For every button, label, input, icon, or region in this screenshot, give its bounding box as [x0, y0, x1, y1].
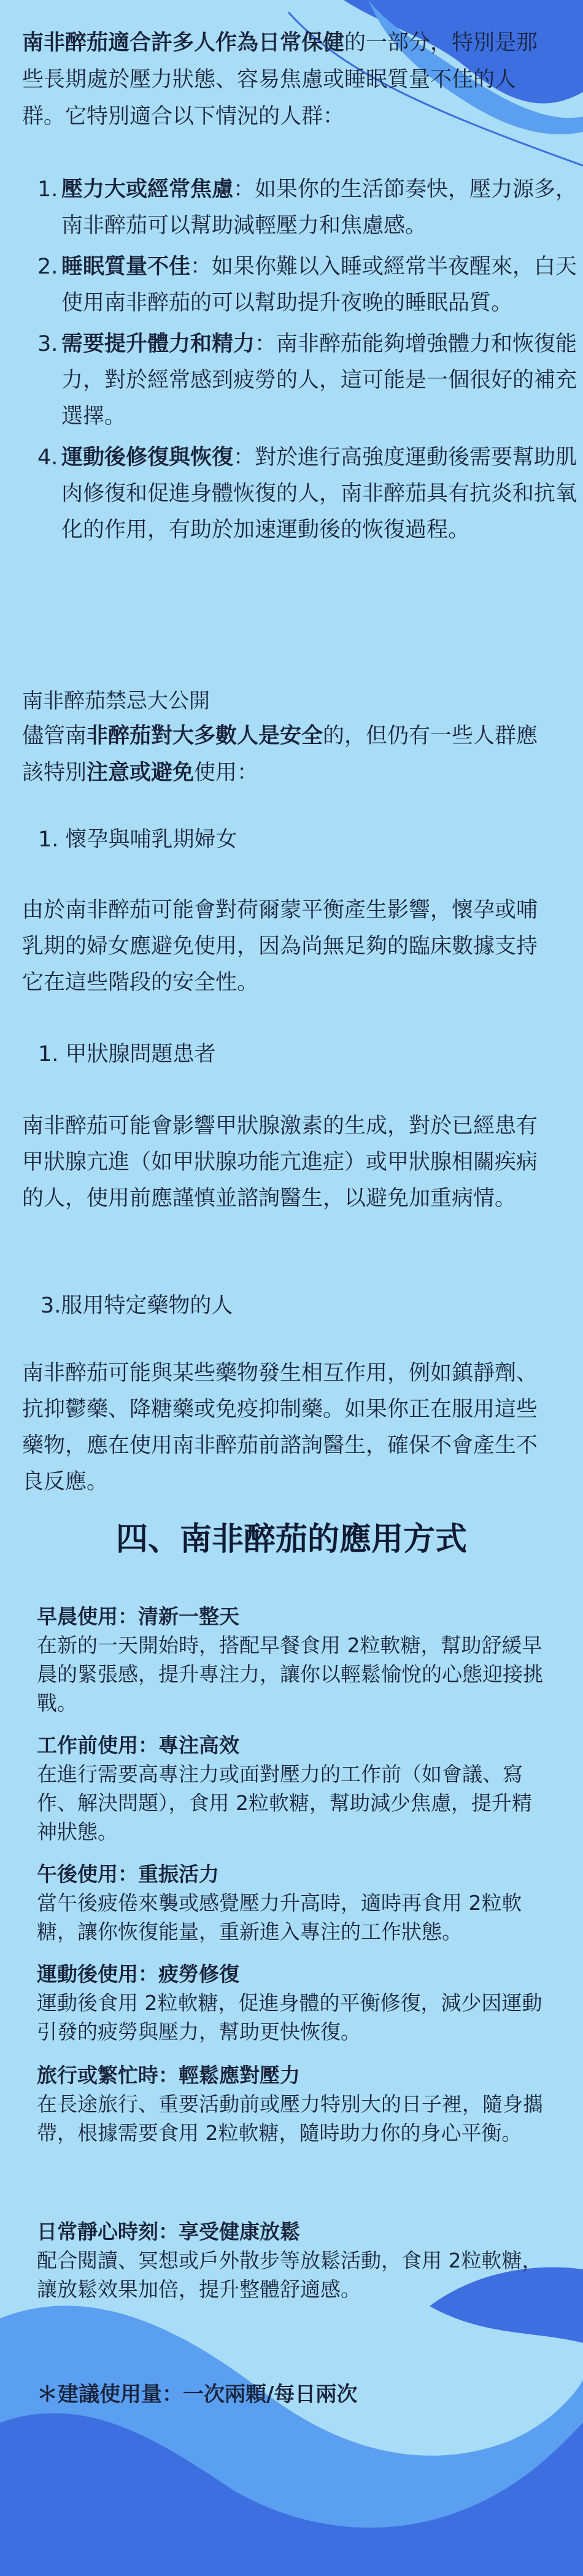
item-number: 4.: [37, 445, 58, 470]
usage-text: 當午後疲倦來襲或感覺壓力升高時，適時再食用 2粒軟糖，讓你恢復能量，重新進入專注的工作狀態。: [37, 1891, 522, 1944]
usage-title: 運動後使用：疲勞修復: [37, 1962, 239, 1986]
warning-lead-bold-2: 注意或避免: [87, 761, 195, 785]
warning-lead-text-3: 使用：: [194, 761, 259, 785]
caution-heading: 1. 懷孕與哺乳期婦女: [38, 827, 237, 852]
caution-text: 南非醉茄可能與某些藥物發生相互作用，例如鎮靜劑、抗抑鬱藥、降糖藥或免疫抑制藥。如果你正在服用這些藥物，應在使用南非醉茄前諮詢醫生，確保不會產生不良反應。: [22, 1361, 538, 1494]
usage-title: 日常靜心時刻：享受健康放鬆: [37, 2220, 300, 2244]
item-text: ：如果你的生活節奏快，壓力源多，南非醉茄可以幫助減輕壓力和焦慮感。: [61, 177, 577, 238]
usage-text: 在新的一天開始時，搭配早餐食用 2粒軟糖，幫助舒緩早晨的緊張感，提升專注力，讓你以輕鬆愉悅的心態迎接挑戰。: [37, 1633, 543, 1715]
dosage-note: ＊建議使用量：一次兩顆/每日兩次: [37, 2382, 358, 2407]
item-text: ：對於進行高強度運動後需要幫助肌肉修復和促進身體恢復的人，南非醉茄具有抗炎和抗氧化的作用，有助於加速運動後的恢復過程。: [61, 445, 577, 542]
warning-title: 南非醉茄禁忌大公開: [22, 689, 210, 713]
list-item: [37, 172, 583, 244]
usage-item: [37, 1602, 546, 1717]
item-number: 3.: [37, 332, 58, 356]
usage-text: 在進行需要高專注力或面對壓力的工作前（如會議、寫作、解決問題），食用 2粒軟糖，幫助減少焦慮，提升精神狀態。: [37, 1762, 532, 1844]
intro-highlight: 南非醉茄適合許多人作為日常保健: [22, 31, 345, 55]
usage-title: 工作前使用：專注高效: [37, 1733, 239, 1757]
suitable-groups-list: [0, 172, 583, 553]
usage-item: [37, 2061, 546, 2147]
usage-item: [37, 1860, 546, 1946]
usage-item: [37, 2217, 546, 2304]
list-item: [37, 440, 583, 548]
usage-item: [37, 1731, 546, 1846]
caution-heading: 3.服用特定藥物的人: [41, 1294, 233, 1318]
usage-title: 午後使用：重振活力: [37, 1862, 219, 1886]
warning-lead-bold-1: 非醉茄對大多數人是安全: [87, 724, 323, 748]
item-text: ：南非醉茄能夠增強體力和恢復能力，對於經常感到疲勞的人，這可能是一個很好的補充選擇。: [61, 332, 577, 429]
usage-title: 旅行或繁忙時：輕鬆應對壓力: [37, 2063, 300, 2087]
item-text: ：如果你難以入睡或經常半夜醒來，白天使用南非醉茄的可以幫助提升夜晚的睡眠品質。: [61, 255, 577, 315]
item-title: 運動後修復與恢復: [61, 445, 234, 470]
warning-lead-text-1: 儘管南: [22, 724, 87, 748]
usage-text: 在長途旅行、重要活動前或壓力特別大的日子裡，隨身攜帶，根據需要食用 2粒軟糖，隨時助力你的身心平衡。: [37, 2092, 543, 2145]
usage-title: 早晨使用：清新一整天: [37, 1604, 239, 1628]
warning-lead-text-2: 的，但仍有一些人群應該特別: [22, 724, 538, 785]
item-title: 需要提升體力和精力: [61, 332, 255, 356]
intro-text: 的一部分，特別是那些長期處於壓力狀態、容易焦慮或睡眠質量不佳的人群。它特別適合以下情況的人群：: [22, 31, 538, 129]
usage-text: 運動後食用 2粒軟糖，促進身體的平衡修復，減少因運動引發的疲勞與壓力，幫助更快恢復。: [37, 1991, 542, 2044]
item-title: 壓力大或經常焦慮: [61, 177, 234, 202]
intro-paragraph: [22, 25, 550, 135]
caution-text: 南非醉茄可能會影響甲狀腺激素的生成，對於已經患有甲狀腺亢進（如甲狀腺功能亢進症）或甲狀腺相關疾病的人，使用前應謹慎並諮詢醫生，以避免加重病情。: [22, 1114, 538, 1211]
list-item: [37, 326, 583, 435]
caution-text: 由於南非醉茄可能會對荷爾蒙平衡產生影響，懷孕或哺乳期的婦女應避免使用，因為尚無足夠的臨床數據支持它在這些階段的安全性。: [22, 898, 538, 995]
item-number: 1.: [37, 177, 58, 202]
usage-text: 配合閱讀、冥想或戶外散步等放鬆活動，食用 2粒軟糖，讓放鬆效果加倍，提升整體舒適感。: [37, 2248, 542, 2301]
caution-heading: 1. 甲狀腺問題患者: [38, 1042, 216, 1067]
item-number: 2.: [37, 255, 58, 279]
item-title: 睡眠質量不佳: [61, 255, 191, 279]
usage-item: [37, 1960, 546, 2046]
warning-lead: [22, 718, 550, 791]
list-item: [37, 249, 583, 321]
section-title: 四、南非醉茄的應用方式: [115, 1520, 467, 1558]
